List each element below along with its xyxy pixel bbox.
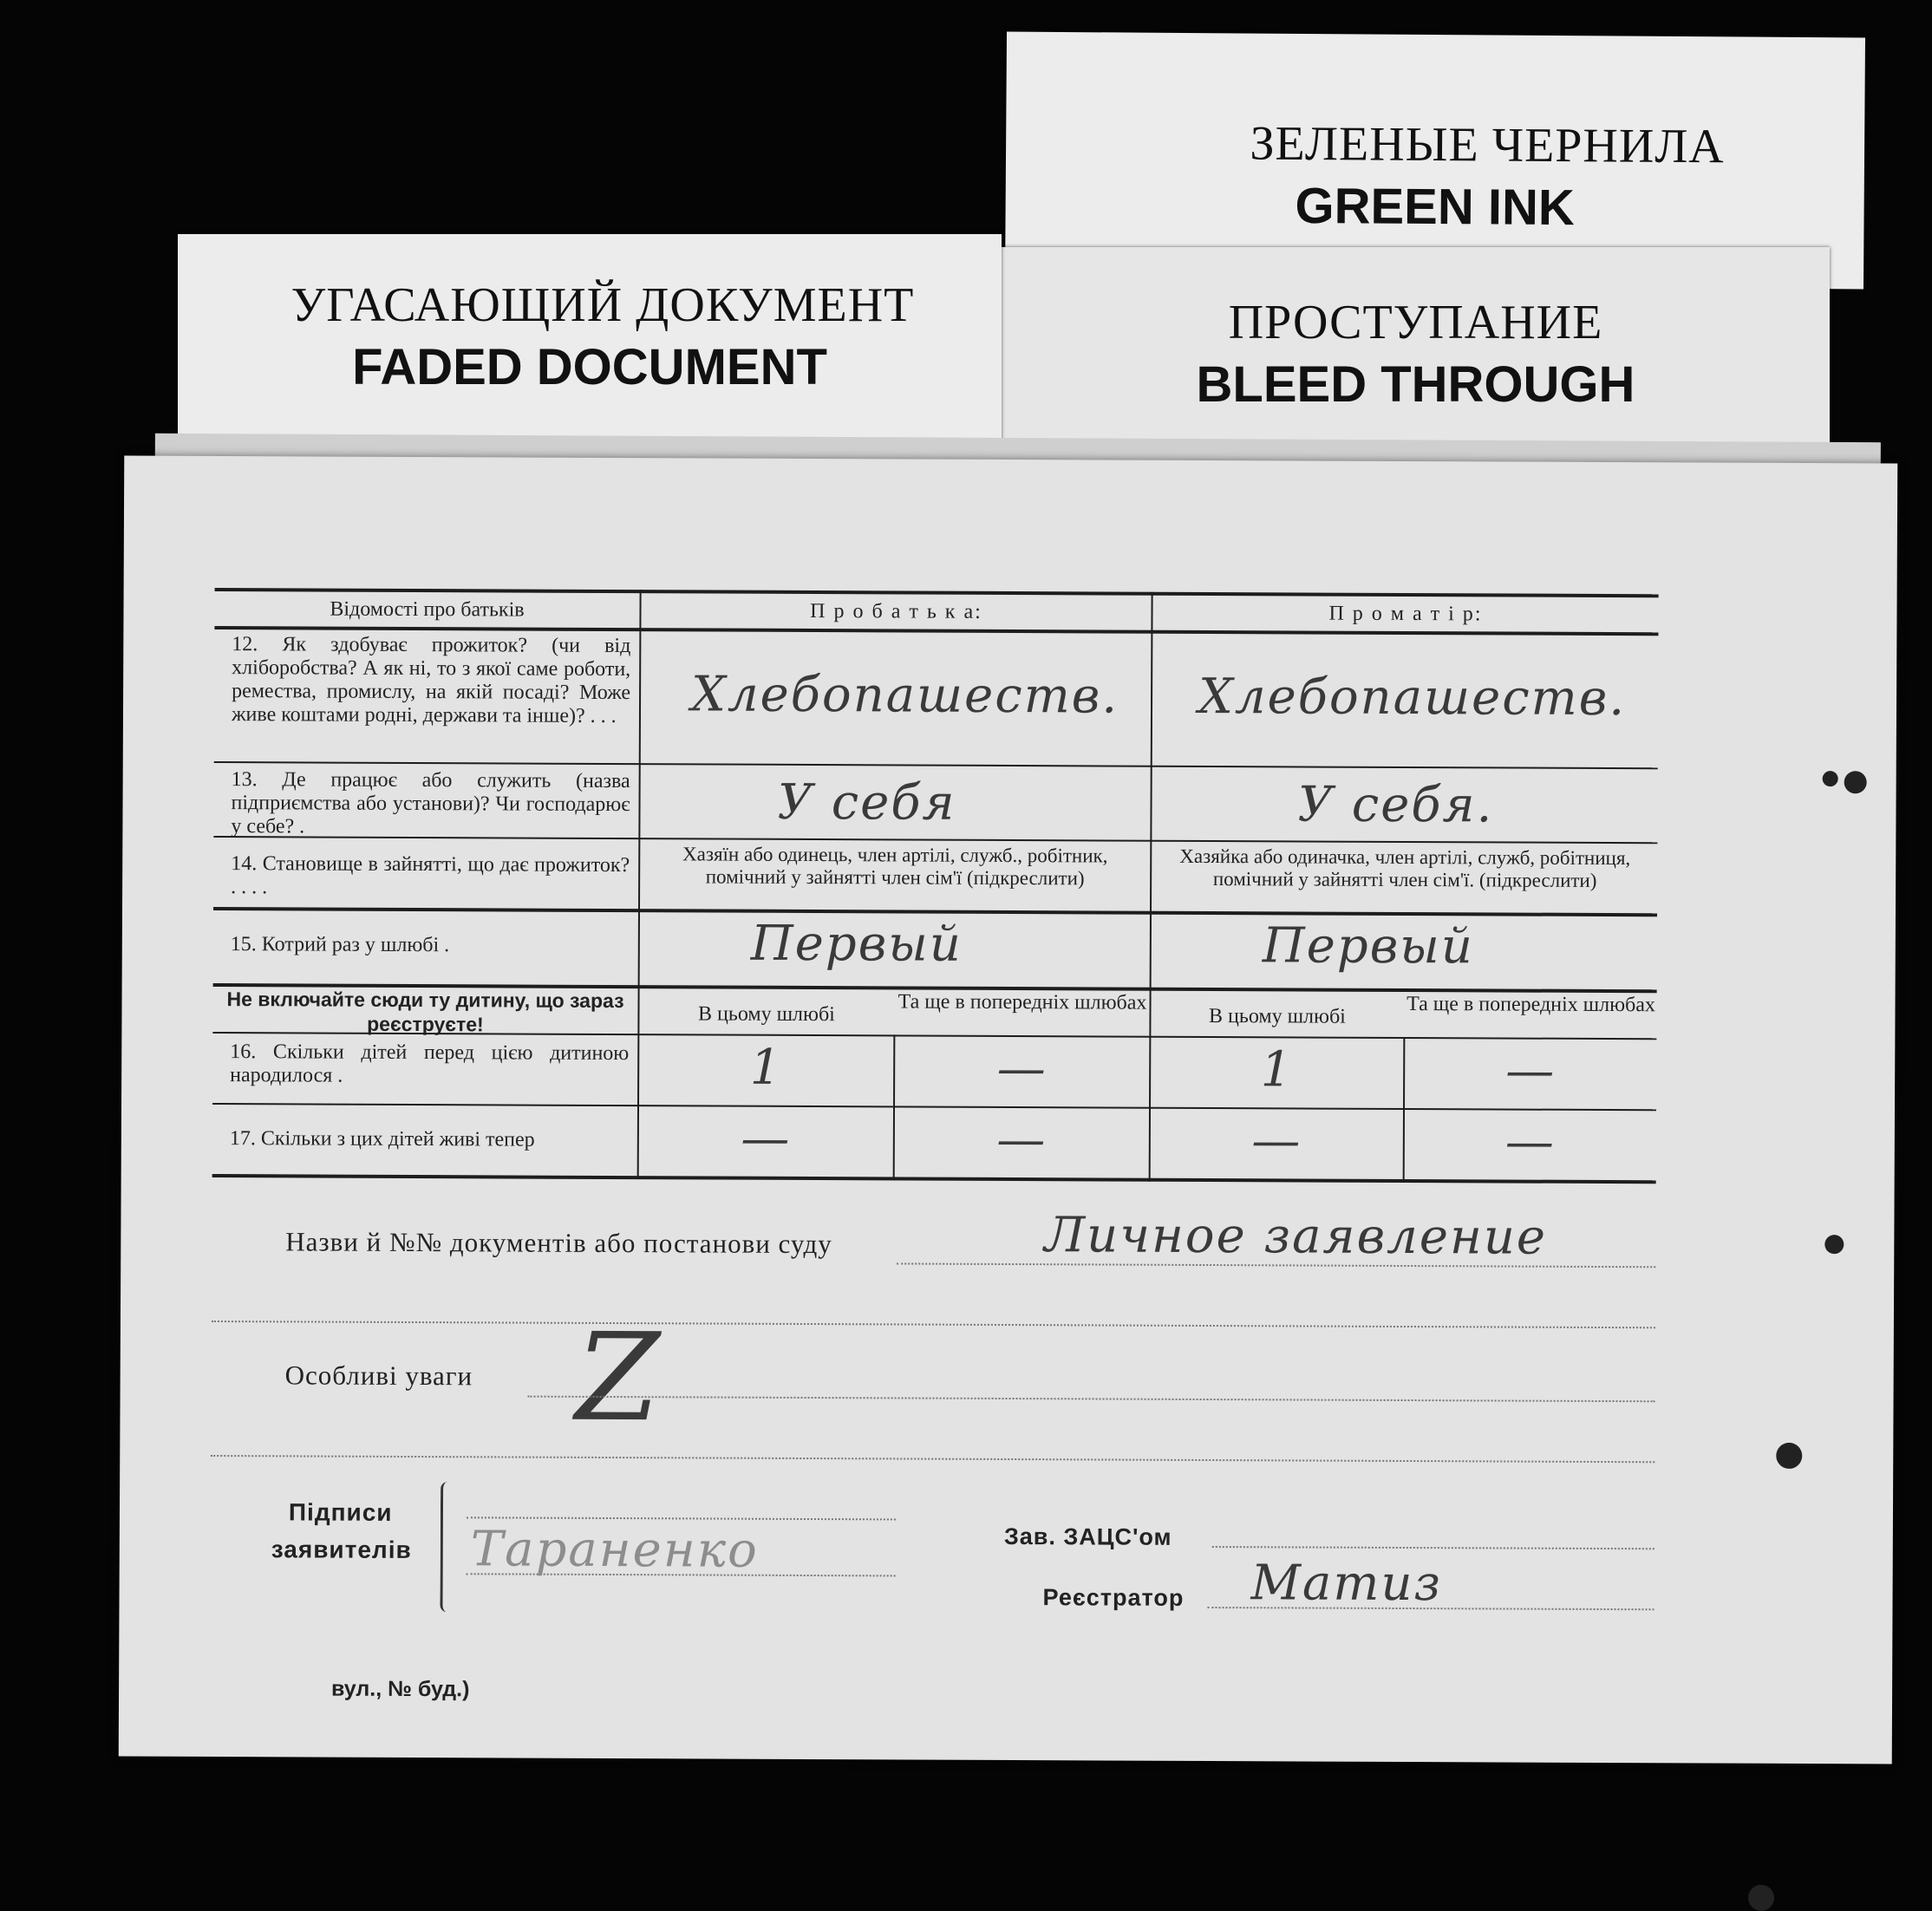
q14-label: 14. Становище в зайнятті, що дає прожиток? . . . . — [231, 852, 630, 899]
q13-mother-answer: У себя. — [1297, 776, 1494, 834]
punch-hole — [1823, 771, 1838, 786]
registrar-signature: Матиз — [1250, 1555, 1443, 1613]
q17-mother-previous: — — [1504, 1113, 1556, 1171]
faded-document-ru: УГАСАЮЩИЙ ДОКУМЕНТ — [290, 278, 915, 332]
q16-mother-previous: — — [1505, 1042, 1557, 1099]
q16-father-previous: — — [996, 1040, 1048, 1098]
signatures-label-1: Підписи — [288, 1498, 393, 1526]
header-father: П р о б а т ь к а: — [810, 599, 982, 623]
applicant-signature: Тараненко — [470, 1521, 759, 1579]
q13-label: 13. Де працює або служить (назва підприємства або установи)? Чи господарює у себе? . — [231, 768, 630, 838]
punch-hole — [1776, 1443, 1802, 1469]
header-parents-info: Відомості про батьків — [330, 597, 525, 622]
q17-mother-this: — — [1251, 1112, 1302, 1170]
q15-label: 15. Котрий раз у шлюбі . — [230, 933, 450, 957]
head-zags-label: Зав. ЗАЦС'ом — [1003, 1523, 1172, 1550]
q12-mother-answer: Хлебопашеств. — [1198, 668, 1627, 727]
q16-mother-this: 1 — [1260, 1041, 1294, 1099]
green-ink-en: GREEN INK — [1295, 177, 1575, 237]
q12-label: 12. Як здобуває прожиток? (чи від хліборобства? А як ні, то з якої саме роботи, ремества, промислу, на якій посаді? Може живе коштами родні, держави та інше)? . . . — [231, 633, 631, 728]
q17-label: 17. Скільки з цих дітей живі тепер — [229, 1127, 535, 1151]
footer-address-fragment: вул., № буд.) — [331, 1676, 470, 1702]
punch-hole — [1844, 771, 1867, 793]
green-ink-ru: ЗЕЛЕНЫЕ ЧЕРНИЛА — [1250, 116, 1725, 174]
signatures-label-2: заявителів — [271, 1536, 412, 1564]
registrar-label: Реєстратор — [1042, 1584, 1185, 1611]
mother-previous-marriages-header: Та ще в попередніх шлюбах — [1407, 993, 1655, 1017]
notes-strike-mark: Z — [575, 1307, 662, 1450]
q14-father-options: Хазяїн або одинець, член артілі, служб., робітник, помічний у зайнятті член сім'ї (підкреслити) — [682, 843, 1108, 890]
faded-document-en: FADED DOCUMENT — [352, 339, 827, 395]
father-previous-marriages-header: Та ще в попередніх шлюбах — [897, 990, 1147, 1014]
punch-hole — [1748, 1885, 1774, 1911]
registration-form-sheet — [119, 456, 1898, 1764]
header-mother: П р о м а т і р: — [1328, 602, 1483, 626]
q15-father-answer: Первый — [750, 915, 963, 973]
notes-label: Особливі уваги — [284, 1360, 473, 1392]
father-this-marriage-header: В цьому шлюбі — [698, 1002, 835, 1027]
documents-value: Личное заявление — [1044, 1207, 1548, 1266]
q17-father-this: — — [741, 1110, 792, 1167]
bleed-through-ru: ПРОСТУПАНИЕ — [1228, 296, 1603, 349]
bleed-through-en: BLEED THROUGH — [1196, 356, 1635, 413]
q16-father-this: 1 — [749, 1039, 783, 1096]
q14-mother-options: Хазяйка або одиначка, член артілі, служб, робітниця, помічний у зайнятті член сім'ї. (підкреслити) — [1179, 845, 1631, 891]
q13-father-answer: У себя — [777, 773, 956, 832]
q12-father-answer: Хлебопашеств. — [690, 666, 1119, 725]
parents-info-table — [215, 588, 1659, 1702]
children-note: Не включайте сюди ту дитину, що зараз реєструєте! — [226, 988, 624, 1036]
documents-label: Назви й №№ документів або постанови суду — [285, 1226, 832, 1260]
punch-hole — [1824, 1235, 1844, 1254]
mother-this-marriage-header: В цьому шлюбі — [1209, 1005, 1346, 1028]
q16-label: 16. Скільки дітей перед цією дитиною народилося . — [230, 1040, 630, 1087]
q17-father-previous: — — [996, 1111, 1048, 1169]
q15-mother-answer: Первый — [1262, 917, 1475, 975]
